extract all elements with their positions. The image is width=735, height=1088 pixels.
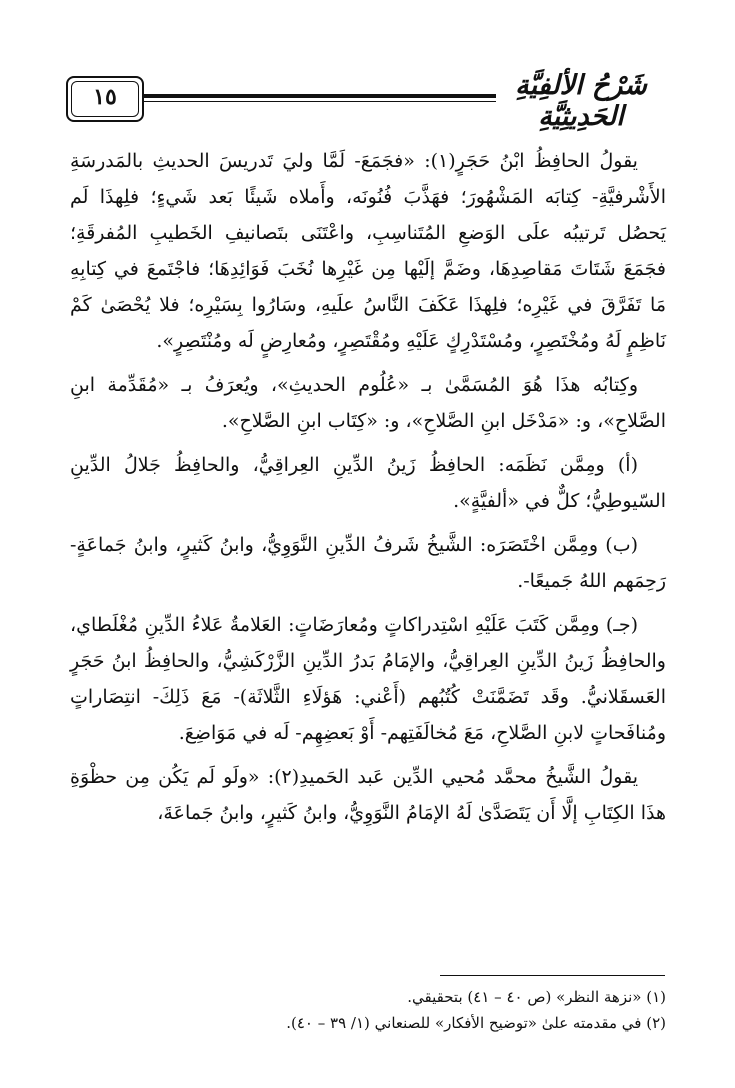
paragraph-quote-ibn-hajar: يقولُ الحافِظُ ابْنُ حَجَرٍ(١): «فجَمَعَ- لَمَّا وليَ تَدريسَ الحديثِ بالمَدرسَةِ الأَشْرفيَّةِ- كِتابَه المَشْهُورَ؛ فهَذَّبَ فُنُونَه، وأَملاه شَيئًا بَعد شَيءٍ؛ فلِهذَا لَم يَحصُل تَرتيبُه علَى الوَضعِ المُتَناسِبِ، واعْتَنَى بتَصانيفِ الخَطيبِ المُفرقَةِ؛ فجَمَعَ شَتَاتَ مَقاصِدِهَا، وضَمَّ إلَيْها مِن غَيْرِها نُخَبَ فَوَائِدِهَا؛ فاجْتَمعَ في كِتابِهِ مَا تَفَرَّقَ في غَيْرِه؛ فلِهذَا عَكَفَ النَّاسُ علَيهِ، وسَارُوا بِسَيْرِه؛ فلا يُحْصَىٰ كَمْ نَاظِمٍ لَهُ ومُخْتَصِرٍ، ومُسْتَدْرِكٍ عَلَيْهِ ومُقْتَصِرٍ، ومُعارِضٍ لَه ومُنْتَصِرٍ». <box>70 150 666 352</box>
paragraph-abridgers: (ب) ومِمَّن اخْتَصَرَه: الشَّيخُ شَرفُ الدِّينِ النَّوَوِيُّ، وابنُ كَثيرٍ، وابنُ جَماعَةٍ- رَحِمَهم اللهُ جَميعًا-. <box>70 534 666 592</box>
paragraph-quote-abdulhamid: يقولُ الشَّيخُ محمَّد مُحيي الدِّين عَبد الحَميدِ(٢): «ولَو لَم يَكُن مِن حظْوَةِ هذَا الكِتَابِ إلَّا أَن يَتَصَدَّىٰ لَهُ الإمَامُ النَّوَوِيُّ، وابنُ كَثيرٍ، وابنُ جَماعَةَ، <box>70 766 666 824</box>
paragraph-commentators: (جـ) ومِمَّن كَتَبَ عَلَيْهِ اسْتِدراكاتٍ ومُعارَضَاتٍ: العَلامةُ عَلاءُ الدِّينِ مُغْلَطاي، والحافِظُ زَينُ الدِّينِ العِراقِيُّ، والإمَامُ بَدرُ الدِّينِ الزَّرْكَشِيُّ، والحافِظُ ابنُ حَجَرٍ العَسقَلانيُّ. وقَد تَضَمَّنَتْ كُتُبُهم (أَعْني: هَؤلَاءِ الثَّلاثَة)- مَعَ ذَلِكَ- انتِصَاراتٍ ومُنافَحاتٍ لابنِ الصَّلاحِ، مَعَ مُخالَفَتِهم- أَوْ بَعضِهِم- لَه في مَوَاضِعَ. <box>70 614 666 744</box>
paragraph-book-names: وكِتابُه هذَا هُوَ المُسَمَّىٰ بـ «عُلُوم الحديثِ»، ويُعرَفُ بـ «مُقَدِّمة ابنِ الصَّلاحِ»، و: «مَدْخَل ابنِ الصَّلاحِ»، و: «كِتَاب ابنِ الصَّلاحِ». <box>70 374 666 432</box>
body-text <box>70 143 666 839</box>
footnotes <box>70 984 666 1036</box>
paragraph-versifiers: (أ) ومِمَّن نَظَمَه: الحافِظُ زَينُ الدِّينِ العِراقِيُّ، والحافِظُ جَلالُ الدِّينِ السّيوطِيُّ؛ كلٌّ في «ألفيَّةٍ». <box>70 454 666 512</box>
footnote-1: (١) «نزهة النظر» (ص ٤٠ – ٤١) بتحقيقي. <box>407 988 666 1006</box>
footnote-separator <box>440 975 665 976</box>
footnote-2: (٢) في مقدمته علىٰ «توضيح الأفكار» للصنعاني (١/ ٣٩ – ٤٠). <box>286 1014 666 1032</box>
page-header <box>66 58 666 132</box>
header-rule <box>144 94 496 98</box>
page-number-frame <box>66 76 144 122</box>
page-number: ١٥ <box>93 84 117 110</box>
header-rule-thin <box>144 101 496 102</box>
book-title: شَرْحُ الألفِيَّةِ الحَدِيثِيَّةِ <box>515 70 647 132</box>
